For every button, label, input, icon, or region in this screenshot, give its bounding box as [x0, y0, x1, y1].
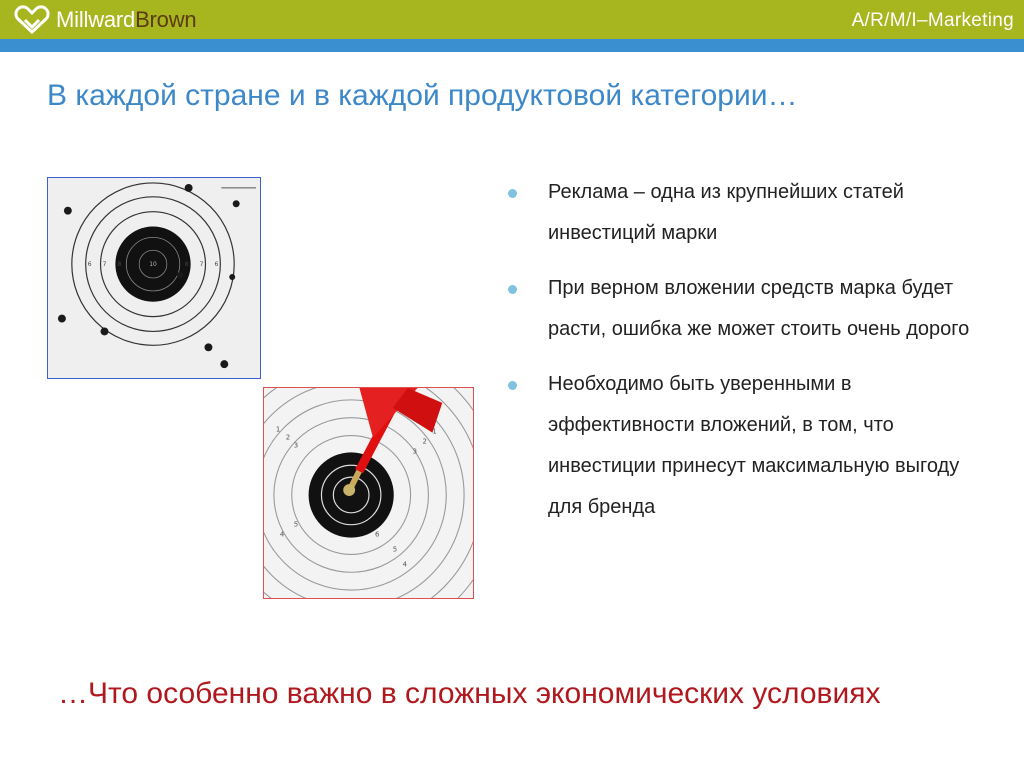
- svg-text:2: 2: [422, 437, 427, 446]
- logo-text: MillwardBrown: [56, 7, 197, 32]
- bullet-list: [508, 172, 978, 542]
- svg-text:10: 10: [149, 261, 157, 269]
- svg-text:6: 6: [374, 530, 380, 539]
- slide-title: В каждой стране и в каждой продуктовой категории…: [47, 79, 798, 112]
- svg-text:5: 5: [293, 520, 299, 529]
- svg-text:5: 5: [392, 545, 398, 554]
- millward-brown-logo-icon: [14, 5, 50, 35]
- header-bar: [0, 0, 1024, 39]
- bullet-dot-icon: [508, 381, 517, 390]
- svg-text:1: 1: [275, 425, 281, 434]
- dart-image: [263, 387, 474, 599]
- svg-text:4: 4: [402, 560, 408, 569]
- bullet-dot-icon: [508, 285, 517, 294]
- logo: [14, 6, 196, 34]
- bullet-item: Реклама – одна из крупнейших статей инвестиций марки: [508, 172, 978, 254]
- svg-text:6: 6: [87, 261, 92, 269]
- svg-text:8: 8: [184, 261, 189, 269]
- target-image: [47, 177, 261, 379]
- svg-text:1: 1: [432, 427, 437, 436]
- svg-text:6: 6: [214, 261, 219, 269]
- svg-text:2: 2: [285, 433, 291, 442]
- bullet-item: При верном вложении средств марка будет расти, ошибка же может стоить очень дорого: [508, 268, 978, 350]
- footer-statement: …Что особенно важно в сложных экономических условиях: [58, 677, 881, 710]
- svg-text:7: 7: [199, 261, 204, 269]
- bullet-item: Необходимо быть уверенными в эффективности вложений, в том, что инвестиции принесут максимальную выгоду для бренда: [508, 364, 978, 528]
- brand-name: A/R/M/I–Marketing: [851, 10, 1014, 31]
- header-stripe: [0, 39, 1024, 52]
- svg-text:8: 8: [117, 261, 122, 269]
- svg-text:7: 7: [102, 261, 107, 269]
- svg-text:3: 3: [412, 447, 417, 456]
- svg-text:4: 4: [279, 530, 285, 539]
- bullet-dot-icon: [508, 189, 517, 198]
- dart-icon: [264, 388, 473, 598]
- shooting-target-icon: [48, 178, 260, 378]
- svg-text:3: 3: [293, 441, 299, 450]
